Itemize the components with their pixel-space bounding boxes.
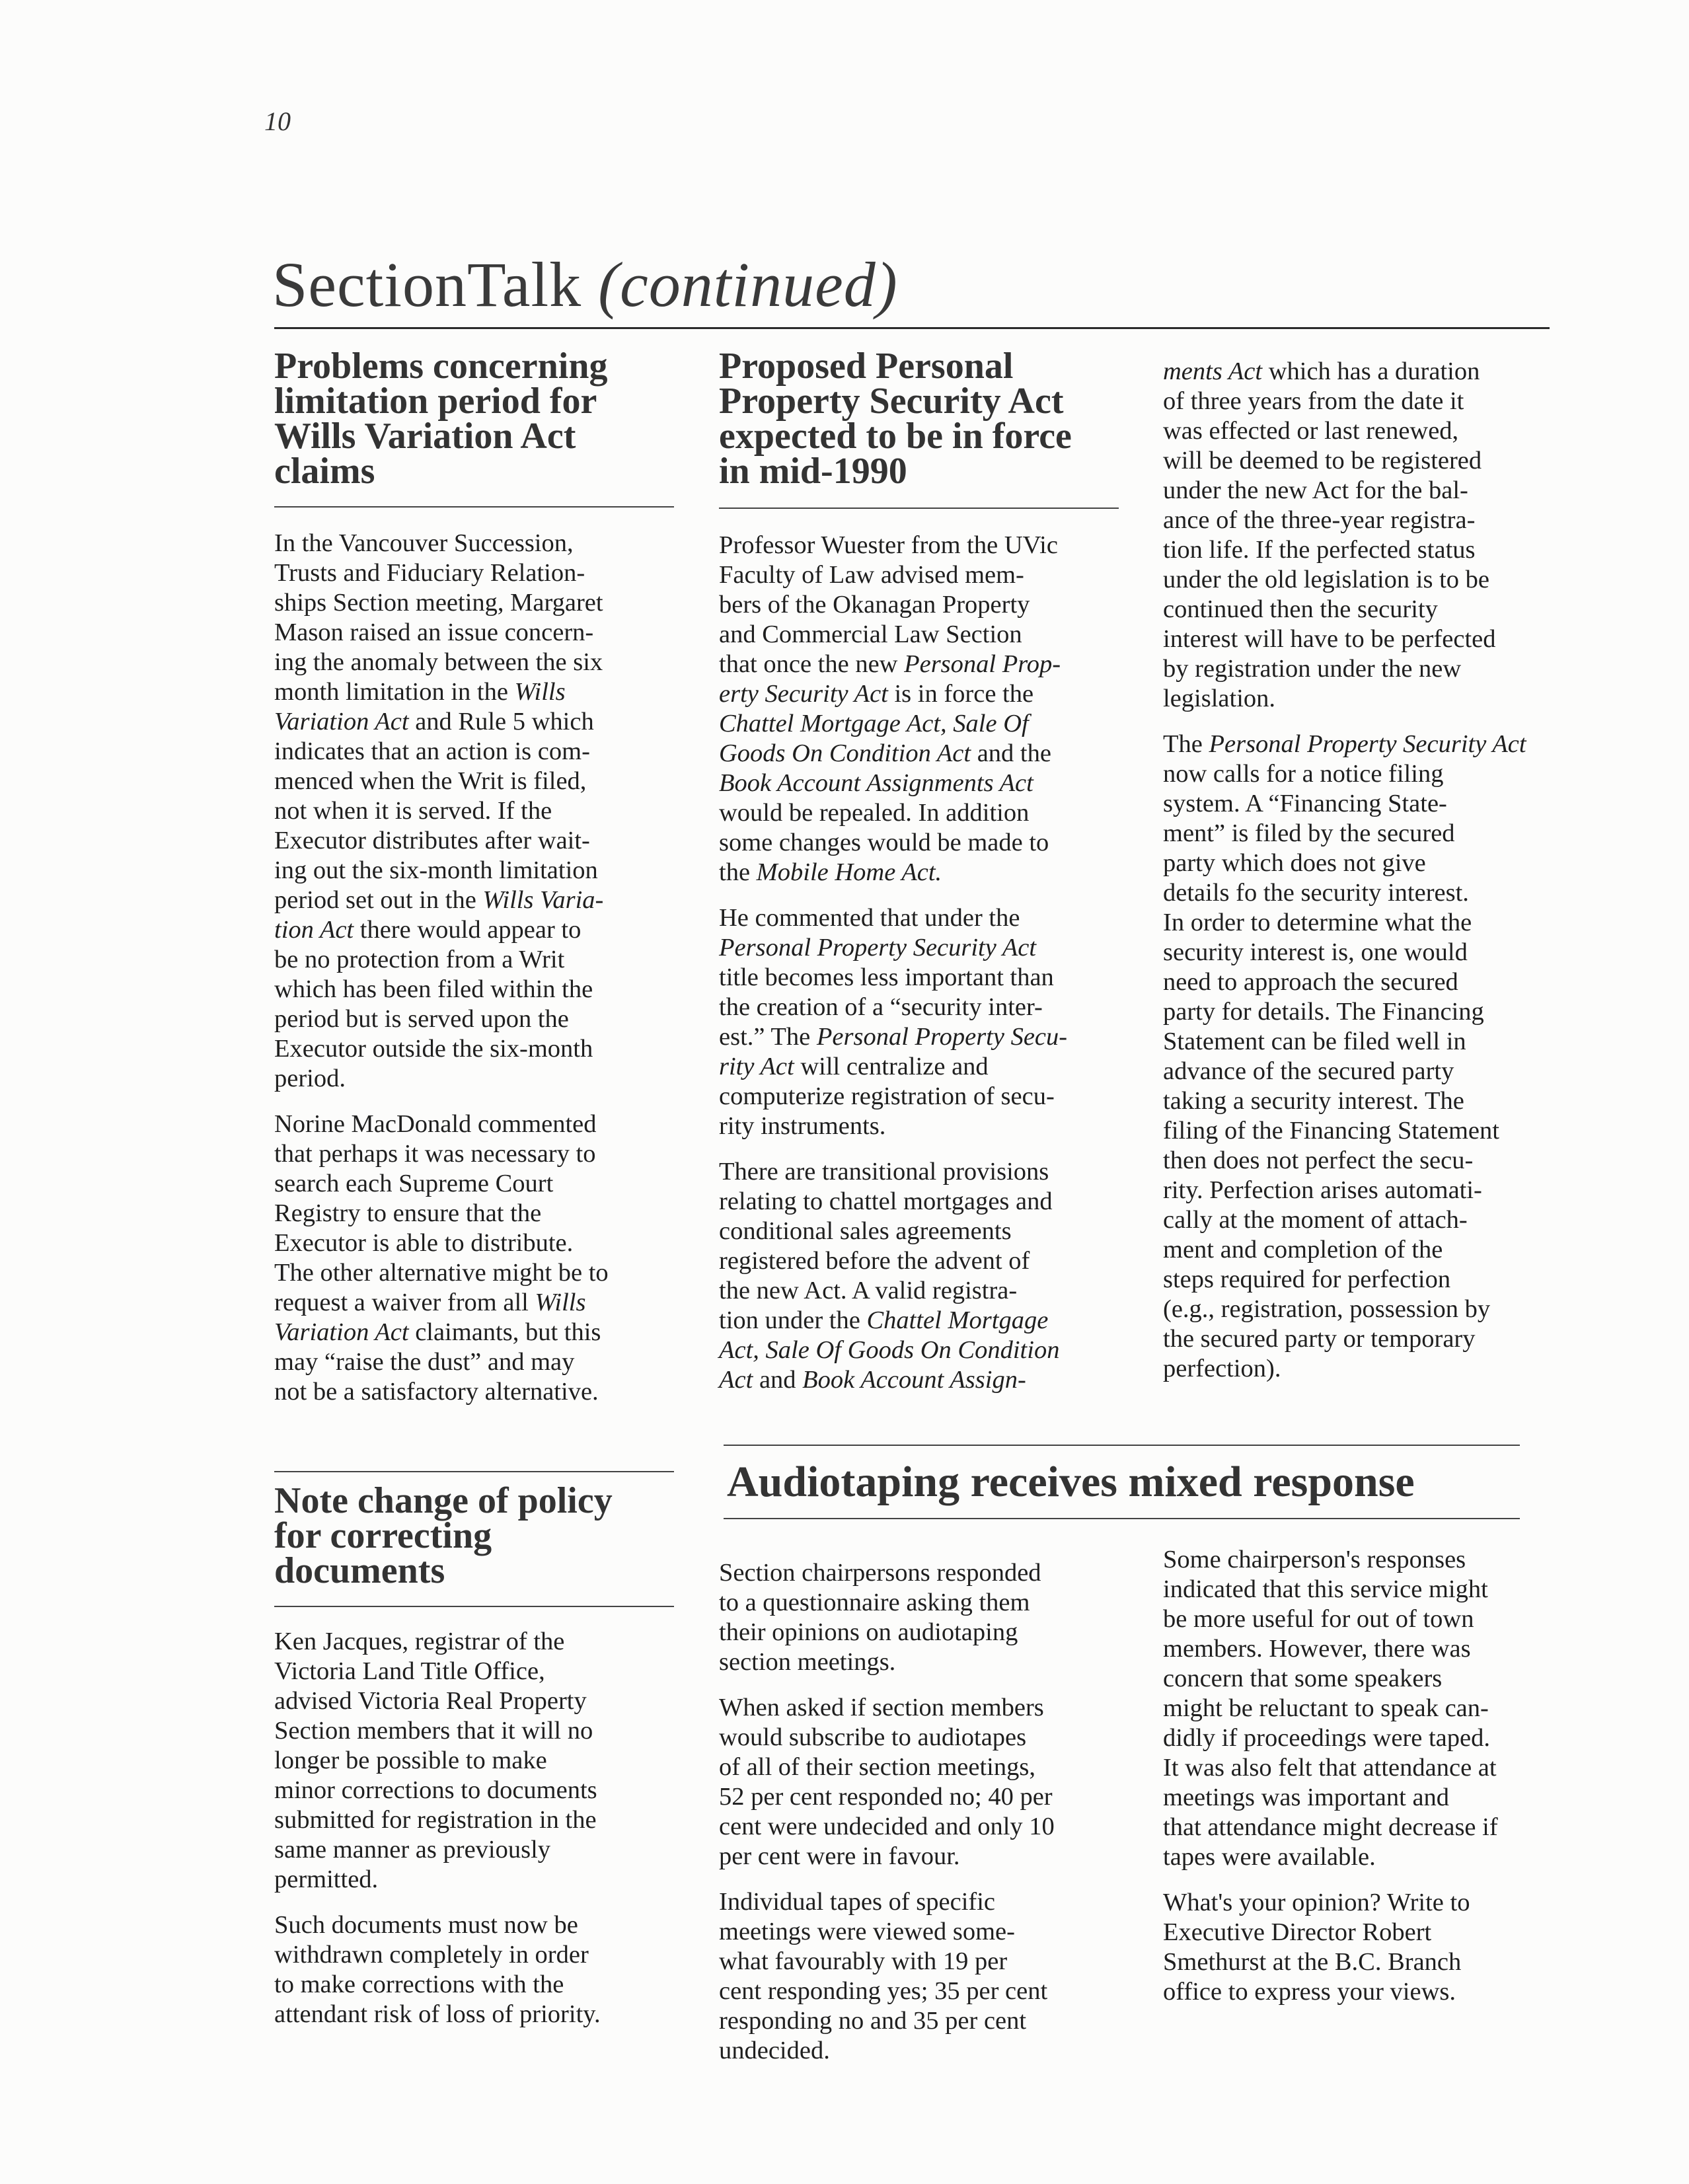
policy-body bbox=[274, 1627, 697, 2045]
text-line: tapes were available. bbox=[1163, 1843, 1376, 1871]
text-line: will be deemed to be registered bbox=[1163, 447, 1482, 474]
text-line: Act and Book Account Assign- bbox=[719, 1366, 1026, 1394]
text-line: request a waiver from all Wills bbox=[274, 1289, 586, 1316]
text-line: period set out in the Wills Varia- bbox=[274, 886, 604, 914]
text-line: the secured party or temporary bbox=[1163, 1325, 1476, 1353]
text-line: In order to determine what the bbox=[1163, 909, 1472, 936]
italic-title: ments Act bbox=[1163, 358, 1263, 385]
text-line: party for details. The Financing bbox=[1163, 998, 1484, 1026]
text-line: registered before the advent of bbox=[719, 1247, 1030, 1275]
text-line: of all of their section meetings, bbox=[719, 1753, 1035, 1781]
paragraph bbox=[1163, 730, 1586, 1384]
heading-line: documents bbox=[274, 1550, 445, 1591]
text-line: rity Act will centralize and bbox=[719, 1053, 989, 1080]
text-line: month limitation in the Wills bbox=[274, 678, 566, 706]
text-line: would be repealed. In addition bbox=[719, 799, 1030, 827]
text-line: menced when the Writ is filed, bbox=[274, 767, 587, 795]
text-line: 52 per cent responded no; 40 per bbox=[719, 1783, 1053, 1811]
text-line: Goods On Condition Act and the bbox=[719, 739, 1051, 767]
heading-line: limitation period for bbox=[274, 381, 597, 422]
text-line: under the new Act for the bal- bbox=[1163, 476, 1468, 504]
paragraph bbox=[1163, 357, 1586, 714]
text-line: He commented that under the bbox=[719, 904, 1020, 932]
text-line: the creation of a “security inter- bbox=[719, 993, 1043, 1021]
text-line: permitted. bbox=[274, 1865, 379, 1893]
text-line: ing out the six-month limitation bbox=[274, 856, 598, 884]
text-line: system. A “Financing State- bbox=[1163, 790, 1447, 817]
text-line: Faculty of Law advised mem- bbox=[719, 561, 1024, 589]
wills-heading bbox=[274, 346, 697, 492]
audio-heading-rule bbox=[724, 1518, 1520, 1519]
page-number: 10 bbox=[264, 106, 291, 136]
text-line: In the Vancouver Succession, bbox=[274, 529, 574, 557]
italic-title: rity Act bbox=[719, 1053, 794, 1080]
ppsa-heading-rule bbox=[719, 508, 1119, 509]
page-title bbox=[272, 248, 898, 321]
policy-top-rule bbox=[274, 1471, 674, 1472]
text-line: tion Act there would appear to bbox=[274, 916, 582, 944]
text-line: tion life. If the perfected status bbox=[1163, 536, 1476, 564]
text-line: cent responding yes; 35 per cent bbox=[719, 1977, 1048, 2005]
text-line: withdrawn completely in order bbox=[274, 1941, 589, 1969]
heading-line: for correcting bbox=[274, 1515, 492, 1556]
heading-line: Problems concerning bbox=[274, 346, 608, 387]
text-line: Norine MacDonald commented bbox=[274, 1110, 597, 1138]
heading-line: expected to be in force bbox=[719, 416, 1072, 457]
italic-title: Book Account Assign- bbox=[802, 1366, 1026, 1394]
text-line: tion under the Chattel Mortgage bbox=[719, 1306, 1049, 1334]
text-line: Executive Director Robert bbox=[1163, 1918, 1432, 1946]
text-line: relating to chattel mortgages and bbox=[719, 1187, 1053, 1215]
text-line: The Personal Property Security Act bbox=[1163, 730, 1526, 758]
wills-heading-rule bbox=[274, 506, 674, 508]
paragraph bbox=[274, 1910, 697, 2029]
paragraph bbox=[274, 1110, 697, 1407]
text-line: now calls for a notice filing bbox=[1163, 760, 1444, 788]
paragraph bbox=[719, 1887, 1142, 2066]
text-line: didly if proceedings were taped. bbox=[1163, 1724, 1490, 1752]
paragraph bbox=[1163, 1545, 1586, 1872]
ppsa-body-continued bbox=[1163, 357, 1586, 1400]
title-rule bbox=[274, 327, 1550, 329]
text-line: the Mobile Home Act. bbox=[719, 858, 942, 886]
title-suffix: (continued) bbox=[598, 249, 898, 320]
italic-title: Variation Act bbox=[274, 1318, 409, 1346]
text-line: what favourably with 19 per bbox=[719, 1947, 1008, 1975]
text-line: was effected or last renewed, bbox=[1163, 417, 1459, 445]
text-line: There are transitional provisions bbox=[719, 1158, 1049, 1186]
italic-title: Personal Property Security Act bbox=[1209, 730, 1526, 758]
italic-title: Act, Sale Of Goods On Condition bbox=[719, 1336, 1060, 1364]
text-line: bers of the Okanagan Property bbox=[719, 591, 1030, 619]
italic-title: Wills Varia- bbox=[482, 886, 604, 914]
paragraph bbox=[719, 1157, 1142, 1395]
italic-title: Personal Property Secu- bbox=[816, 1023, 1068, 1051]
text-line: Such documents must now be bbox=[274, 1911, 578, 1939]
text-line: indicated that this service might bbox=[1163, 1575, 1488, 1603]
text-line: concern that some speakers bbox=[1163, 1665, 1443, 1692]
italic-title: Personal Prop- bbox=[904, 650, 1061, 678]
text-line: Section chairpersons responded bbox=[719, 1559, 1041, 1587]
italic-title: Mobile Home Act. bbox=[756, 858, 942, 886]
text-line: not when it is served. If the bbox=[274, 797, 552, 825]
text-line: advance of the secured party bbox=[1163, 1057, 1454, 1085]
text-line: might be reluctant to speak can- bbox=[1163, 1694, 1489, 1722]
heading-line: Proposed Personal bbox=[719, 346, 1014, 387]
text-line: legislation. bbox=[1163, 685, 1276, 712]
text-line: period but is served upon the bbox=[274, 1005, 569, 1033]
italic-title: Act bbox=[719, 1366, 753, 1394]
audio-top-rule bbox=[724, 1445, 1520, 1446]
text-line: steps required for perfection bbox=[1163, 1265, 1451, 1293]
text-line: cent were undecided and only 10 bbox=[719, 1813, 1055, 1840]
text-line: When asked if section members bbox=[719, 1694, 1044, 1721]
text-line: members. However, there was bbox=[1163, 1635, 1471, 1663]
text-line: Ken Jacques, registrar of the bbox=[274, 1628, 565, 1655]
policy-heading bbox=[274, 1480, 697, 1591]
text-line: Section members that it will no bbox=[274, 1717, 593, 1745]
text-line: rity instruments. bbox=[719, 1112, 886, 1140]
text-line: erty Security Act is in force the bbox=[719, 680, 1034, 708]
text-line: ance of the three-year registra- bbox=[1163, 506, 1476, 534]
text-line: Trusts and Fiduciary Relation- bbox=[274, 559, 585, 587]
text-line: computerize registration of secu- bbox=[719, 1082, 1055, 1110]
policy-heading-rule bbox=[274, 1606, 674, 1607]
italic-title: Chattel Mortgage Act, Sale Of bbox=[719, 710, 1029, 737]
text-line: under the old legislation is to be bbox=[1163, 566, 1489, 593]
text-line: that perhaps it was necessary to bbox=[274, 1140, 596, 1168]
text-line: per cent were in favour. bbox=[719, 1842, 960, 1870]
text-line: The other alternative might be to bbox=[274, 1259, 609, 1287]
text-line: by registration under the new bbox=[1163, 655, 1462, 683]
text-line: rity. Perfection arises automati- bbox=[1163, 1176, 1482, 1204]
heading-line: claims bbox=[274, 451, 375, 492]
text-line: search each Supreme Court bbox=[274, 1170, 554, 1197]
text-line: may “raise the dust” and may bbox=[274, 1348, 575, 1376]
paragraph bbox=[1163, 1888, 1586, 2007]
text-line: advised Victoria Real Property bbox=[274, 1687, 587, 1715]
text-line: Professor Wuester from the UVic bbox=[719, 531, 1058, 559]
audio-heading: Audiotaping receives mixed response bbox=[727, 1458, 1415, 1506]
italic-title: Wills bbox=[514, 678, 566, 706]
text-line: section meetings. bbox=[719, 1648, 896, 1676]
text-line: then does not perfect the secu- bbox=[1163, 1147, 1474, 1174]
text-line: interest will have to be perfected bbox=[1163, 625, 1496, 653]
text-line: taking a security interest. The bbox=[1163, 1087, 1464, 1115]
text-line: meetings was important and bbox=[1163, 1784, 1450, 1811]
text-line: Variation Act claimants, but this bbox=[274, 1318, 601, 1346]
audio-body-left bbox=[719, 1558, 1142, 2082]
text-line: need to approach the secured bbox=[1163, 968, 1458, 996]
text-line bbox=[719, 933, 1142, 963]
paragraph bbox=[719, 903, 1142, 1141]
text-line bbox=[719, 1336, 1142, 1365]
text-line: perfection). bbox=[1163, 1355, 1281, 1382]
heading-line: in mid-1990 bbox=[719, 451, 907, 492]
text-line: longer be possible to make bbox=[274, 1747, 547, 1774]
ppsa-body bbox=[719, 531, 1142, 1411]
text-line: undecided. bbox=[719, 2037, 830, 2064]
text-line: Victoria Land Title Office, bbox=[274, 1657, 545, 1685]
text-line: It was also felt that attendance at bbox=[1163, 1754, 1497, 1782]
text-line: ing the anomaly between the six bbox=[274, 648, 603, 676]
text-line: Some chairperson's responses bbox=[1163, 1546, 1466, 1573]
text-line: that attendance might decrease if bbox=[1163, 1813, 1498, 1841]
text-line: What's your opinion? Write to bbox=[1163, 1889, 1470, 1916]
text-line: Executor outside the six-month bbox=[274, 1035, 593, 1063]
heading-line: Note change of policy bbox=[274, 1480, 613, 1521]
text-line: same manner as previously bbox=[274, 1836, 551, 1864]
text-line: filing of the Financing Statement bbox=[1163, 1117, 1499, 1145]
text-line: ment and completion of the bbox=[1163, 1236, 1443, 1263]
text-line: title becomes less important than bbox=[719, 963, 1054, 991]
text-line: be no protection from a Writ bbox=[274, 946, 565, 973]
text-line: ments Act which has a duration bbox=[1163, 358, 1480, 385]
text-line: responding no and 35 per cent bbox=[719, 2007, 1027, 2035]
text-line: (e.g., registration, possession by bbox=[1163, 1295, 1491, 1323]
text-line: details fo the security interest. bbox=[1163, 879, 1469, 907]
ppsa-heading bbox=[719, 346, 1142, 492]
text-line: continued then the security bbox=[1163, 595, 1438, 623]
heading-line: Property Security Act bbox=[719, 381, 1064, 422]
title-main: SectionTalk bbox=[272, 249, 582, 320]
text-line: to make corrections with the bbox=[274, 1971, 564, 1998]
italic-title: Goods On Condition Act bbox=[719, 739, 971, 767]
text-line: Executor distributes after wait- bbox=[274, 827, 590, 854]
paragraph bbox=[719, 1693, 1142, 1871]
italic-title: tion Act bbox=[274, 916, 354, 944]
text-line: and Commercial Law Section bbox=[719, 621, 1022, 648]
text-line: conditional sales agreements bbox=[719, 1217, 1012, 1245]
audio-body-right bbox=[1163, 1545, 1586, 2023]
text-line: security interest is, one would bbox=[1163, 938, 1468, 966]
text-line: would subscribe to audiotapes bbox=[719, 1723, 1027, 1751]
text-line: to a questionnaire asking them bbox=[719, 1589, 1030, 1616]
paragraph bbox=[274, 1627, 697, 1895]
text-line: minor corrections to documents bbox=[274, 1776, 597, 1804]
text-line bbox=[719, 709, 1142, 739]
text-line: Variation Act and Rule 5 which bbox=[274, 708, 594, 735]
text-line: party which does not give bbox=[1163, 849, 1426, 877]
text-line: ships Section meeting, Margaret bbox=[274, 589, 603, 617]
italic-title: Wills bbox=[535, 1289, 586, 1316]
text-line bbox=[719, 769, 1142, 798]
text-line: meetings were viewed some- bbox=[719, 1918, 1015, 1945]
text-line: some changes would be made to bbox=[719, 829, 1049, 856]
text-line: of three years from the date it bbox=[1163, 387, 1464, 415]
text-line: Statement can be filed well in bbox=[1163, 1028, 1466, 1055]
text-line: Mason raised an issue concern- bbox=[274, 619, 594, 646]
text-line: Individual tapes of specific bbox=[719, 1888, 996, 1916]
text-line: cally at the moment of attach- bbox=[1163, 1206, 1468, 1234]
heading-line: Wills Variation Act bbox=[274, 416, 576, 457]
text-line: not be a satisfactory alternative. bbox=[274, 1378, 599, 1406]
paragraph bbox=[274, 529, 697, 1094]
text-line: ment” is filed by the secured bbox=[1163, 819, 1455, 847]
text-line: Executor is able to distribute. bbox=[274, 1229, 574, 1257]
italic-title: Book Account Assignments Act bbox=[719, 769, 1033, 797]
text-line: which has been filed within the bbox=[274, 975, 593, 1003]
text-line: the new Act. A valid registra- bbox=[719, 1277, 1018, 1304]
text-line: their opinions on audiotaping bbox=[719, 1618, 1018, 1646]
text-line: indicates that an action is com- bbox=[274, 737, 590, 765]
italic-title: Variation Act bbox=[274, 708, 409, 735]
italic-title: Personal Property Security Act bbox=[719, 934, 1037, 961]
text-line: est.” The Personal Property Secu- bbox=[719, 1023, 1068, 1051]
text-line: period. bbox=[274, 1065, 346, 1092]
text-line: be more useful for out of town bbox=[1163, 1605, 1474, 1633]
wills-body bbox=[274, 529, 697, 1423]
italic-title: erty Security Act bbox=[719, 680, 888, 708]
paragraph bbox=[719, 531, 1142, 887]
text-line: office to express your views. bbox=[1163, 1978, 1456, 2006]
text-line: submitted for registration in the bbox=[274, 1806, 597, 1834]
italic-title: Chattel Mortgage bbox=[866, 1306, 1049, 1334]
text-line: Smethurst at the B.C. Branch bbox=[1163, 1948, 1462, 1976]
text-line: Registry to ensure that the bbox=[274, 1199, 542, 1227]
paragraph bbox=[719, 1558, 1142, 1677]
text-line: that once the new Personal Prop- bbox=[719, 650, 1061, 678]
text-line: attendant risk of loss of priority. bbox=[274, 2000, 601, 2028]
